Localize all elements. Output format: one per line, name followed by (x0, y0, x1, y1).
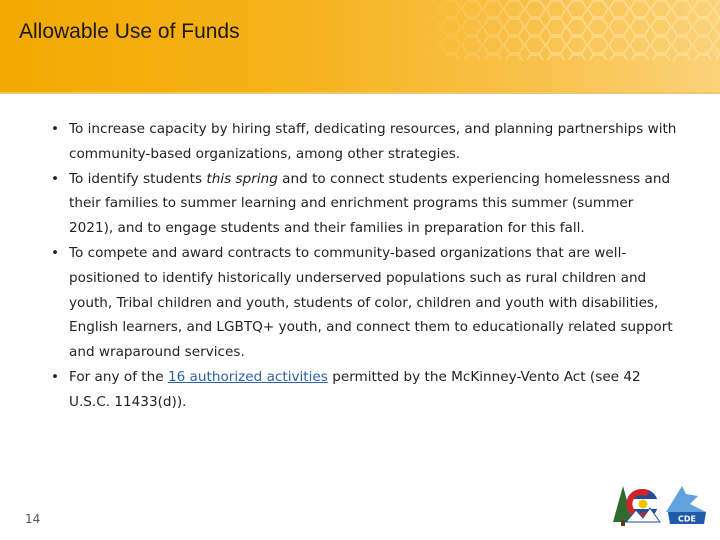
bullet-emphasis: this spring (206, 170, 278, 187)
bullet-text: For any of the (69, 368, 168, 385)
header-divider (0, 92, 720, 94)
bullet-icon: • (51, 170, 60, 187)
authorized-activities-link[interactable]: 16 authorized activities (167, 368, 328, 385)
bullet-text: To increase capacity by hiring staff, dedicating resources, and planning partnerships with community-based organizations, among other strategies. (69, 121, 677, 162)
bullet-text: To compete and award contracts to community-based organizations that are well-positioned to identify historically underserved populations such as rural children and youth, Tribal children and youth, students of color, children and youth with disabilities, English learners, and LGBTQ+ youth, and connect them to educationally related support and wraparound services. (69, 244, 673, 361)
bullet-icon: • (51, 368, 60, 385)
bullet-item (49, 167, 679, 241)
slide-title: Allowable Use of Funds (19, 20, 240, 43)
bullet-text: and to connect students experiencing homelessness and their families to summer learning and enrichment programs this summer (summer 2021), and to engage students and their families in preparation for this fall. (69, 170, 671, 237)
cde-logo-text: CDE (678, 514, 696, 524)
bullet-item (49, 241, 679, 365)
bullet-item (49, 365, 679, 415)
cde-logo-icon (666, 486, 706, 524)
hexagon-pattern-icon (420, 0, 720, 94)
page-number: 14 (25, 512, 41, 526)
bullet-icon: • (51, 121, 60, 137)
bullet-list (49, 117, 679, 415)
bullet-item (49, 117, 679, 167)
footer-logos (610, 482, 710, 528)
slide-header (0, 0, 720, 94)
colorado-state-logo-icon (613, 486, 660, 526)
bullet-text: permitted by the McKinney-Vento Act (see 42 U.S.C. 11433(d)). (69, 368, 641, 410)
bullet-text: To identify students (69, 170, 207, 187)
bullet-icon: • (51, 244, 60, 261)
